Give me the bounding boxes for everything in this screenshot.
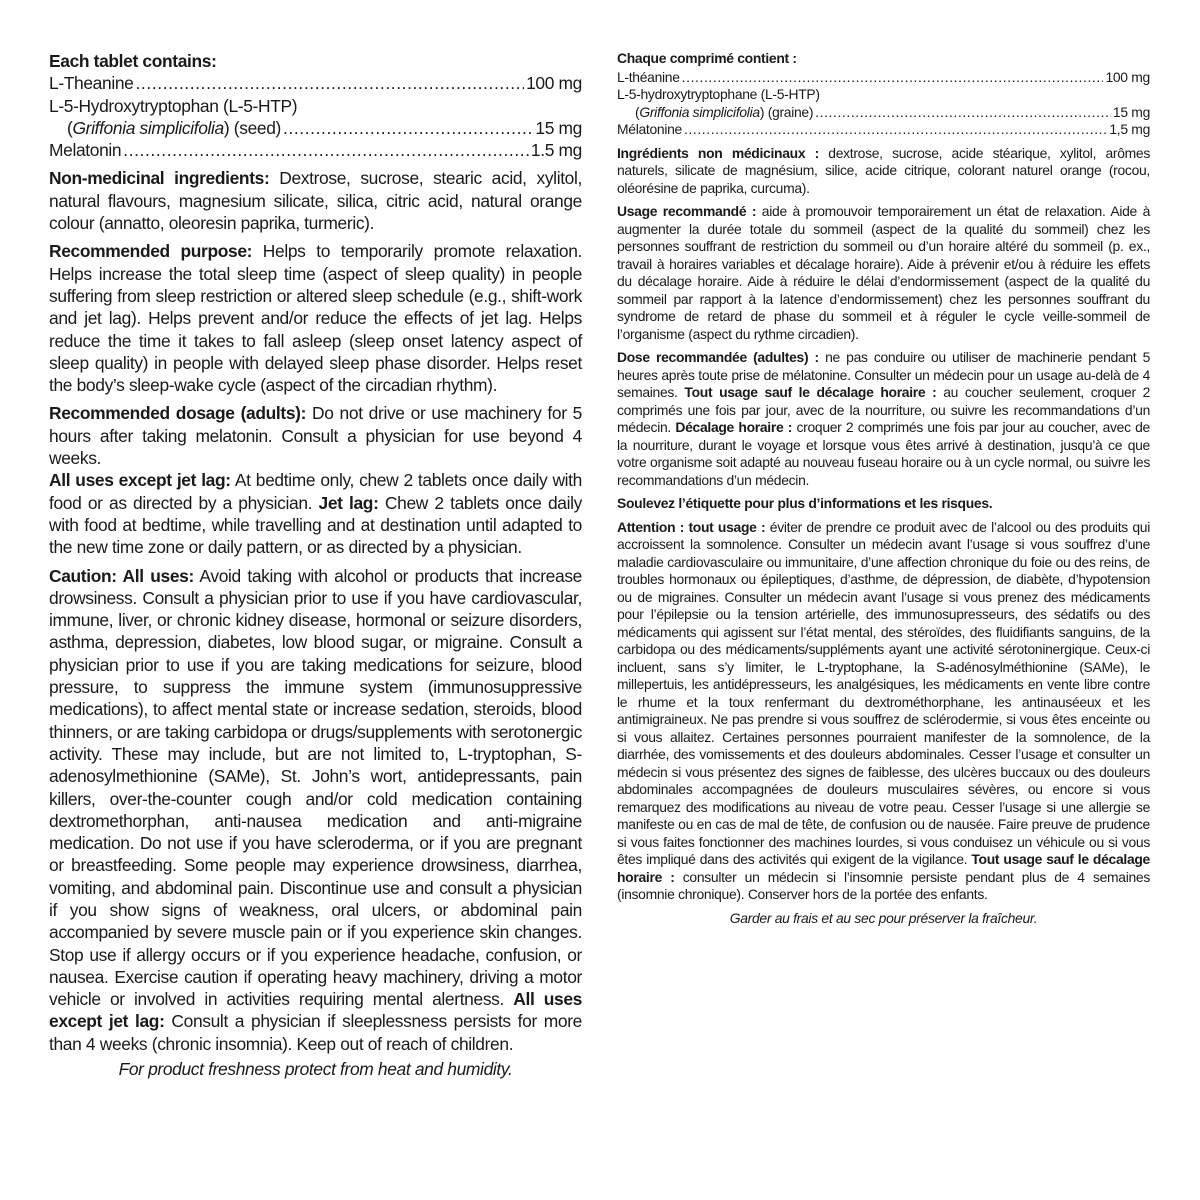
ingredient-amount: 100 mg	[1105, 68, 1150, 85]
dosage-directions: All uses except jet lag: At bedtime only, chew 2 tablets once daily with food or as directed by a physician. Jet lag: Chew 2 tablets once daily with food at bedtime, while travelling and at destination until adapted to the new time zone or daily pattern, or as directed by a physician.	[49, 470, 582, 558]
ingredient-row-griffonia	[617, 104, 1150, 122]
ingredient-row-melatonin	[617, 121, 1150, 139]
non-medicinal-ingredients: Ingrédients non médicinaux : dextrose, sucrose, acide stéarique, xylitol, arômes naturels, silicate de magnésium, silice, acide citrique, colorant naturel orange (rocou, oléorésine de paprika, curcuma).	[617, 144, 1150, 196]
ingredient-amount: 1.5 mg	[530, 140, 582, 161]
ingredient-row-theanine	[49, 72, 582, 94]
recommended-purpose: Usage recommandé : aide à promouvoir temporairement un état de relaxation. Aide à augmenter la durée totale du sommeil (aspect de la qualité du sommeil) chez les personnes souffrant de restriction du sommeil ou d’un horaire altéré du sommeil (p. ex., travail à horaires variables et décalage horaire). Aide à prévenir et/ou à réduire les effets du décalage horaire. Aide à réduire le délai d’endormissement (aspect de la qualité du sommeil par rapport à la latence d’endormissement) chez les personnes souffrant du syndrome de retard de phase du sommeil et à réguler le cycle veille-sommeil de l’organisme (aspect du rythme circadien).	[617, 203, 1151, 342]
leader-dots	[135, 72, 524, 94]
ingredient-name: L-Theanine	[49, 73, 134, 94]
leader-dots	[283, 117, 533, 139]
recommended-dosage: Dose recommandée (adultes) : ne pas conduire ou utiliser de machinerie pendant 5 heures après toute prise de mélatonine. Consulter un médecin pour un usage au-delà de 4 semaines. Tout usage sauf le décalage horaire : au coucher seulement, croquer 2 comprimés une fois par jour, avec de la nourriture, ou suivre les recommandations d’un médecin. Décalage horaire : croquer 2 comprimés une fois par jour au coucher, avec de la nourriture, durant le voyage et lorsque vous êtes arrivé à destination, jusqu’à ce que votre organisme soit adapté au nouveau fuseau horaire ou à un cycle normal, ou suivre les recommandations d’un médecin.	[617, 349, 1151, 488]
ingredient-source: (Griffonia simplicifolia) (seed)	[67, 117, 282, 138]
leader-dots	[682, 69, 1104, 87]
english-column	[49, 50, 582, 1080]
ingredients-heading: Each tablet contains:	[49, 51, 217, 71]
ingredients-heading: Chaque comprimé contient :	[617, 50, 797, 66]
caution-section: Attention : tout usage : éviter de prendre ce produit avec de l’alcool ou des produits qui accroissent la somnolence. Consulter un médecin avant l’usage si vous souffrez d’une maladie cardiovasculaire ou immunitaire, d’une affection chronique du foie ou des reins, de troubles hormonaux ou épileptiques, d’asthme, de dépression, de diabète, d’hypotension ou de migraines. Consulter un médecin avant l’usage si vous prenez des médicaments pour l’épilepsie ou la tension artérielle, des immunosupresseurs, des sédatifs ou des médicaments qui agissent sur l’état mental, des stéroïdes, des fluidifiants sanguins, de la carbidopa ou des médicaments/suppléments ayant une activité sérotoninergique. Ceux-ci incluent, sans s’y limiter, le L-tryptophane, la S-adénosylméthionine (SAMe), le millepertuis, les antidépresseurs, les analgésiques, les médicaments en vente libre contre le rhume et la toux renfermant du dextrométhorphane, les antinauséeux et les antimigraineux. Ne pas prendre si vous souffrez de sclérodermie, si vous êtes enceinte ou si vous allaitez. Certaines personnes pourraient manifester de la somnolence, de la diarrhée, des vomissements et des douleurs abdominales. Cesser l’usage et consulter un médecin si vous présentez des signes de faiblesse, des ulcères buccaux ou des douleurs abdominales accompagnées de douleurs musculaires sévères, ou encore si vous remarquez des modifications au niveau de votre peau. Cesser l’usage si une allergie se manifeste ou en cas de mal de tête, de confusion ou de nausée. Faire preuve de prudence si vous faites fonctionner des machines lourdes, si vous conduisez un véhicule ou si vous êtes impliqué dans des activités qui exigent de la vigilance. Tout usage sauf le décalage horaire : consulter un médecin si l’insomnie persiste pendant plus de 4 semaines (insomnie chronique). Conserver hors de la portée des enfants.	[617, 518, 1150, 902]
leader-dots	[123, 139, 529, 161]
ingredient-amount: 1,5 mg	[1109, 121, 1150, 137]
ingredient-row-melatonin	[49, 139, 582, 161]
ingredient-name: L-théanine	[617, 68, 680, 85]
caution-section: Caution: All uses: Avoid taking with alcohol or products that increase drowsiness. Consult a physician prior to use if you have cardiovascular, immune, liver, or chronic kidney disease, hormonal or seizure disorders, asthma, depression, diabetes, low blood sugar, or migraine. Consult a physician prior to use if you are taking medications for seizure, blood pressure, to suppress the immune system (immunosuppressive medications), to affect mental state or increase sedation, steroids, blood thinners, or are taking carbidopa or drugs/supplements with serotonergic activity. These may include, but are not limited to, L-tryptophan, S-adenosylmethionine (SAMe), St. John’s wort, antidepressants, pain killers, over-the-counter cough and/or cold medication containing dextromethorphan, anti-nausea medication and anti-migraine medication. Do not use if you have scleroderma, or if you are pregnant or breastfeeding. Some people may experience drowsiness, diarrhea, vomiting, and abdominal pain. Discontinue use and consult a physician if you show signs of weakness, oral ulcers, or abdominal pain accompanied by severe muscle pain or if you experience skin changes. Stop use if allergy occurs or if you experience headache, confusion, or nausea. Exercise caution if operating heavy machinery, driving a motor vehicle or involved in activities requiring mental alertness. All uses except jet lag: Consult a physician if sleeplessness persists for more than 4 weeks (chronic insomnia). Keep out of reach of children.	[49, 565, 582, 1054]
ingredient-row-griffonia	[49, 117, 582, 139]
leader-dots	[684, 121, 1107, 139]
storage-note: For product freshness protect from heat and humidity.	[118, 1059, 513, 1080]
ingredient-name-htp: L-5-Hydroxytryptophan (L-5-HTP)	[49, 95, 298, 116]
ingredient-name: Mélatonine	[617, 121, 682, 137]
non-medicinal-ingredients: Non-medicinal ingredients: Dextrose, sucrose, stearic acid, xylitol, natural flavours, magnesium silicate, silica, citric acid, natural orange colour (annatto, oleoresin paprika, turmeric).	[49, 168, 583, 234]
ingredient-amount: 15 mg	[1112, 103, 1150, 120]
label-note: Soulevez l’étiquette pour plus d’informations et les risques.	[617, 495, 993, 511]
ingredient-name-htp: L-5-hydroxytryptophane (L-5-HTP)	[617, 86, 820, 102]
ingredient-source: (Griffonia simplicifolia) (graine)	[635, 103, 814, 120]
french-column	[617, 50, 1150, 927]
storage-note: Garder au frais et au sec pour préserver la fraîcheur.	[729, 909, 1038, 926]
recommended-purpose: Recommended purpose: Helps to temporarily promote relaxation. Helps increase the total sleep time (aspect of sleep quality) in people suffering from sleep restriction or altered sleep schedule (e.g., shift-work and jet lag). Helps prevent and/or reduce the effects of jet lag. Helps reduce the time it takes to fall asleep (sleep onset latency aspect of sleep quality) in people with delayed sleep phase disorder. Helps reset the body’s sleep-wake cycle (aspect of the circadian rhythm).	[49, 241, 582, 396]
ingredient-amount: 100 mg	[526, 73, 582, 94]
ingredient-amount: 15 mg	[535, 117, 582, 138]
recommended-dosage: Recommended dosage (adults): Do not drive or use machinery for 5 hours after taking melatonin. Consult a physician for use beyond 4 weeks.	[49, 403, 582, 469]
ingredient-row-theanine	[617, 69, 1150, 87]
ingredient-name: Melatonin	[49, 140, 122, 161]
leader-dots	[815, 104, 1111, 122]
